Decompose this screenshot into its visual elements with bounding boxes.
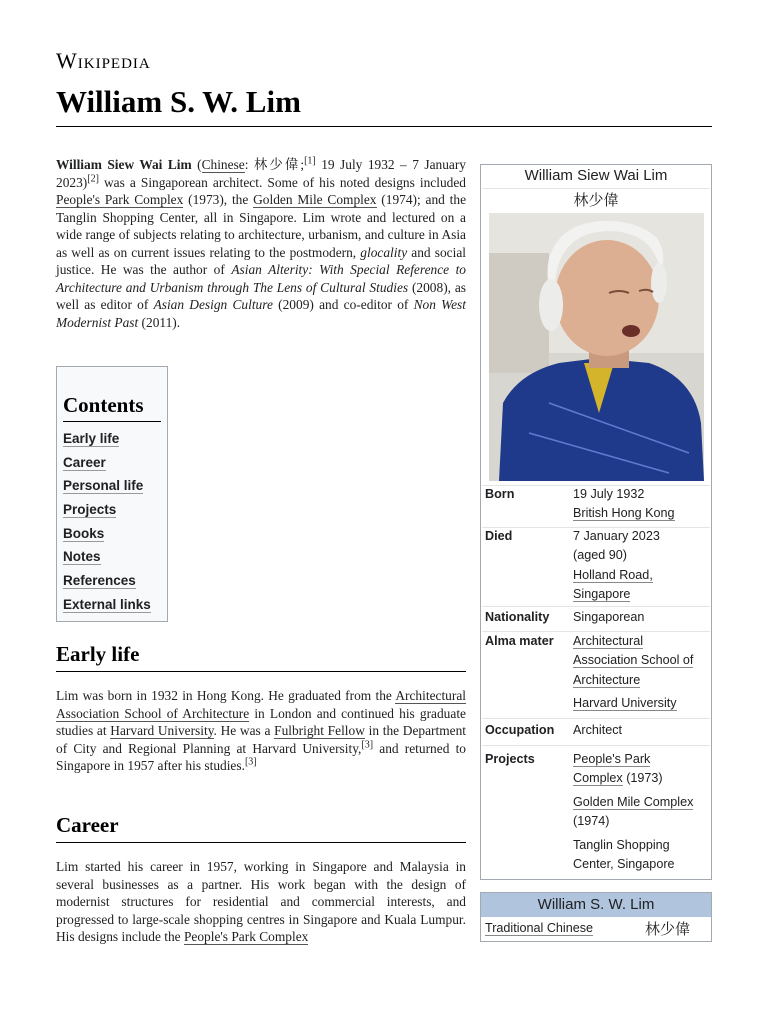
- lead-text: : 林少偉;: [244, 157, 305, 172]
- toc-item-label[interactable]: References: [63, 573, 136, 589]
- golden-mile-link[interactable]: Golden Mile Complex: [573, 794, 694, 809]
- body-text: Lim was born in 1932 in Hong Kong. He graduated from the: [56, 688, 396, 703]
- traditional-chinese-link[interactable]: [485, 919, 593, 937]
- subject-name: William Siew Wai Lim: [56, 157, 192, 172]
- harvard-link[interactable]: Harvard University: [110, 723, 214, 738]
- toc-item-career[interactable]: [63, 451, 151, 475]
- lead-paragraph: [56, 156, 466, 331]
- chinese-link[interactable]: Chinese: [201, 157, 245, 172]
- traditional-chinese-value: 林少偉: [645, 920, 691, 938]
- lead-text: was a Singaporean architect. Some of his noted designs included: [98, 174, 466, 190]
- toc-item-label[interactable]: Books: [63, 525, 105, 541]
- toc-item-external-links[interactable]: [63, 593, 151, 617]
- body-text: . He was a: [213, 723, 275, 738]
- lead-text: (2009) and co-editor of: [272, 297, 414, 312]
- lead-text: (: [191, 157, 202, 172]
- holland-road-link[interactable]: Holland Road,: [573, 567, 653, 582]
- section-divider: [56, 842, 466, 843]
- peoples-park-link[interactable]: People's Park Complex: [56, 192, 184, 207]
- book-title: Asian Design Culture: [153, 297, 273, 312]
- aa-school-link[interactable]: Association School of: [573, 653, 694, 668]
- citation-3[interactable]: [3]: [361, 739, 374, 751]
- occupation-label: Occupation: [485, 723, 555, 737]
- body-text: Lim started his career in 1957, working in Singapore and Malaysia in several businesses as a partner. His work began with the design of modernist structures for residential and commercial interests, and progressed to large-scale shopping centres in Singapore and Kuala Lumpur. His designs include the: [56, 859, 466, 944]
- portrait-image: [489, 213, 704, 481]
- section-heading-career: Career: [56, 813, 119, 837]
- chinese-name-box: [480, 892, 712, 942]
- aa-school-link[interactable]: Architectural Association School of Architecture: [56, 688, 466, 721]
- table-of-contents: [56, 366, 168, 622]
- died-age: (aged 90): [573, 548, 627, 563]
- nationality-label: Nationality: [485, 610, 550, 624]
- born-date: 19 July 1932: [573, 487, 645, 501]
- infobox-divider: [482, 745, 710, 746]
- wikipedia-logo[interactable]: Wikipedia: [56, 48, 151, 73]
- toc-title: Contents: [63, 393, 144, 417]
- citation-3[interactable]: [3]: [244, 756, 257, 768]
- alma-mater-value: [573, 632, 709, 714]
- citation-2[interactable]: [2]: [87, 173, 99, 185]
- aa-school-link[interactable]: Architecture: [573, 672, 641, 687]
- chinese-box-header: William S. W. Lim: [481, 893, 711, 917]
- project-year: (1973): [622, 771, 663, 786]
- aa-school-link[interactable]: Architectural: [573, 634, 643, 648]
- died-date: 7 January 2023: [573, 529, 660, 543]
- toc-item-projects[interactable]: [63, 498, 151, 522]
- projects-label: Projects: [485, 752, 535, 766]
- toc-item-label[interactable]: Early life: [63, 431, 120, 446]
- portrait-photo[interactable]: [489, 213, 704, 481]
- infobox-divider: [482, 606, 710, 607]
- lead-text: 19 July 1932 – 7 January 2023): [56, 157, 466, 190]
- singapore-link[interactable]: Singapore: [573, 587, 631, 602]
- lead-text: (2008), as well as editor of: [56, 279, 466, 312]
- occupation-value: Architect: [573, 723, 622, 737]
- projects-value: [573, 750, 709, 874]
- toc-item-label[interactable]: Career: [63, 454, 106, 470]
- toc-item-label[interactable]: Personal life: [63, 478, 144, 494]
- toc-item-personal-life[interactable]: [63, 474, 151, 498]
- born-label: Born: [485, 487, 515, 501]
- traditional-chinese-label[interactable]: Traditional Chinese: [485, 921, 594, 935]
- infobox-divider: [482, 718, 710, 719]
- fulbright-link[interactable]: Fulbright Fellow: [274, 723, 365, 738]
- citation-1[interactable]: [1]: [304, 155, 316, 167]
- tanglin-project: Tanglin Shopping: [573, 837, 670, 852]
- book-title: Asian Alterity: With Special Reference to Architecture and Urbanism through The Lens of Cultural Studies: [56, 262, 466, 295]
- lead-text: (1974); and the Tanglin Shopping Center, all in Singapore. Lim wrote and lectured on a wide range of subjects relating to architecture, urbanism, and culture in Asia as well as on current issues relating to the postmodern,: [56, 192, 467, 260]
- body-text: in London and continued his graduate studies at: [56, 705, 466, 738]
- toc-item-early-life[interactable]: [63, 427, 151, 451]
- project-year: (1974): [573, 814, 610, 829]
- lead-text: (2011).: [138, 314, 181, 330]
- infobox: [480, 164, 712, 880]
- lead-text: (1973), the: [183, 192, 254, 207]
- infobox-native-name: 林少偉: [573, 191, 619, 209]
- section-divider: [56, 671, 466, 672]
- toc-item-label[interactable]: Notes: [63, 549, 101, 565]
- peoples-park-link[interactable]: Complex: [573, 771, 623, 786]
- toc-item-references[interactable]: [63, 569, 151, 593]
- nationality-value: Singaporean: [573, 610, 645, 624]
- died-value: [573, 527, 709, 605]
- toc-list: [63, 427, 151, 617]
- harvard-link[interactable]: Harvard University: [573, 696, 677, 711]
- lead-text: and social justice. He was the author of: [56, 244, 467, 277]
- career-paragraph: [56, 858, 466, 946]
- toc-item-notes[interactable]: [63, 545, 151, 569]
- tanglin-project: Center, Singapore: [573, 857, 675, 872]
- title-divider: [56, 126, 712, 127]
- british-hong-kong-link[interactable]: British Hong Kong: [573, 506, 675, 521]
- body-text: and returned to Singapore in 1957 after his studies.: [56, 740, 466, 773]
- golden-mile-link[interactable]: Golden Mile Complex: [253, 192, 377, 207]
- peoples-park-link[interactable]: People's Park Complex: [183, 929, 309, 944]
- toc-item-books[interactable]: [63, 522, 151, 546]
- alma-mater-label: Alma mater: [485, 634, 554, 648]
- body-text: in the Department of City and Regional Planning at Harvard University,: [56, 723, 467, 756]
- section-heading-early-life: Early life: [56, 642, 140, 666]
- early-life-paragraph: [56, 687, 466, 775]
- born-value: [573, 485, 709, 524]
- page-title: William S. W. Lim: [56, 84, 301, 119]
- book-title: Non West Modernist Past: [56, 297, 466, 330]
- toc-item-label[interactable]: Projects: [63, 502, 117, 518]
- peoples-park-link[interactable]: People's Park: [573, 752, 651, 766]
- toc-item-label[interactable]: External links: [63, 596, 151, 612]
- infobox-name: William Siew Wai Lim: [524, 167, 668, 184]
- glocality-term: glocality: [360, 244, 408, 260]
- died-label: Died: [485, 529, 513, 543]
- toc-divider: [63, 421, 161, 422]
